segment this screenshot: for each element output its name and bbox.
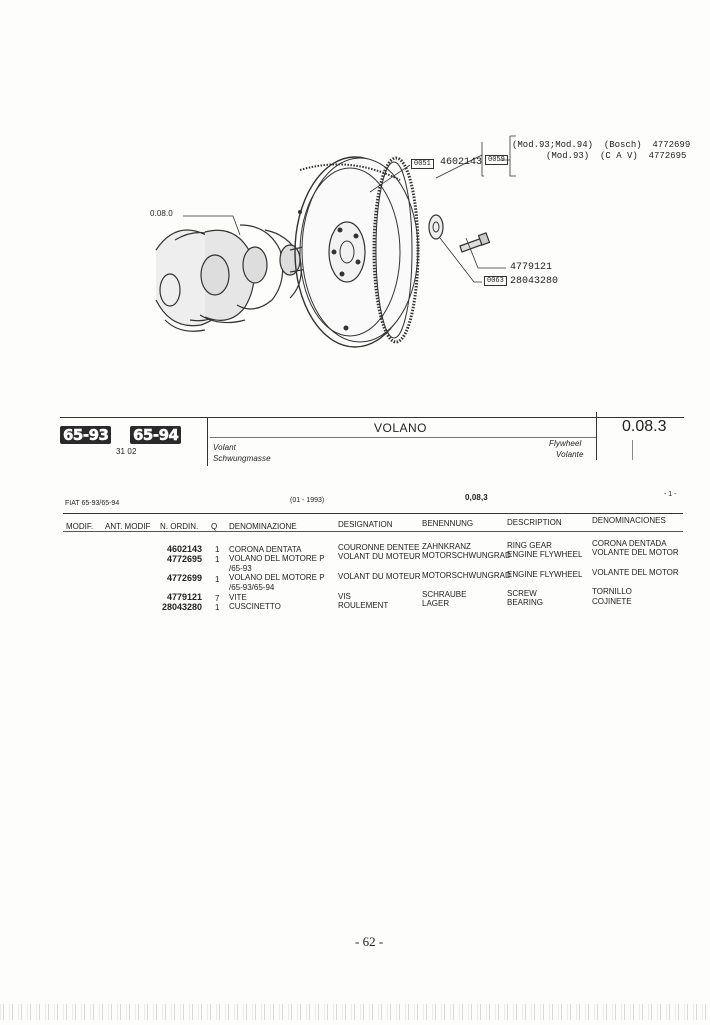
qty: 1 (215, 545, 220, 554)
bolt-drawing (460, 233, 489, 252)
desc-it-note: /65-93/65-94 (229, 583, 275, 592)
desc-es: VOLANTE DEL MOTOR (592, 548, 679, 557)
meta-section: 0,08,3 (465, 493, 488, 502)
desc-de: LAGER (422, 599, 450, 608)
subtitle-fr: Volant (213, 443, 236, 452)
desc-en: ENGINE FLYWHEEL (507, 570, 583, 579)
desc-it: VOLANO DEL MOTORE P (229, 554, 325, 563)
col-header-es: DENOMINACIONES (592, 516, 666, 525)
variant-line-2: (Mod.93) (C A V) 4772695 (546, 151, 687, 161)
col-header-it: DENOMINAZIONE (229, 522, 297, 531)
table-top-rule (63, 513, 683, 514)
desc-de: MOTORSCHWUNGRAD (422, 571, 511, 580)
title-bottom-rule (210, 437, 596, 438)
page-number: - 62 - (355, 934, 384, 949)
ref-box-0059: 0059 (485, 155, 508, 165)
desc-fr: VIS (338, 592, 351, 601)
subtitle-es: Volante (556, 450, 584, 459)
desc-es: TORNILLO (592, 587, 632, 596)
desc-fr: VOLANT DU MOTEUR (338, 572, 421, 581)
desc-it: CORONA DENTATA (229, 545, 302, 554)
desc-it: CUSCINETTO (229, 602, 281, 611)
model-badge-65-93: 65-93 (60, 426, 111, 444)
desc-en: SCREW (507, 589, 537, 598)
bearing-drawing (429, 215, 443, 239)
model-badge-65-94: 65-94 (130, 426, 181, 444)
desc-en: BEARING (507, 598, 544, 607)
col-header-modif: MODIF. (66, 522, 94, 531)
col-header-en: DESCRIPTION (507, 518, 562, 527)
title-right-divider (596, 412, 597, 460)
qty: 7 (215, 594, 220, 603)
date-code: 31 02 (116, 447, 137, 456)
desc-fr: VOLANT DU MOTEUR (338, 552, 421, 561)
part-number: 4772695 (166, 554, 202, 564)
section-code: 0.08.3 (622, 418, 667, 435)
subtitle-en: Flywheel (549, 439, 582, 448)
ref-section-label: 0.08.0 (150, 209, 173, 218)
part-callout-4779121: 4779121 (510, 262, 553, 273)
header-bottom-rule (63, 531, 683, 532)
date-range: (01 - 1993) (290, 497, 325, 504)
subtitle-de: Schwungmasse (213, 454, 271, 463)
part-number: 4779121 (166, 592, 202, 602)
exploded-diagram (0, 0, 710, 400)
variant-line-1: (Mod.93;Mod.94) (Bosch) 4772699 (512, 140, 691, 150)
part-number: 4772699 (166, 573, 202, 583)
qty: 1 (215, 555, 220, 564)
desc-es: COJINETE (592, 597, 632, 606)
section-title: VOLANO (374, 421, 428, 435)
ref-box-0063: 0063 (484, 276, 507, 286)
desc-es: VOLANTE DEL MOTOR (592, 568, 679, 577)
desc-it: VOLANO DEL MOTORE P (229, 573, 325, 582)
col-header-ant-modif: ANT. MODIF (105, 522, 151, 531)
title-code-divider (632, 440, 633, 460)
ref-box-0051: 0051 (411, 159, 434, 169)
desc-es: CORONA DENTADA (592, 539, 667, 548)
desc-de: ZAHNKRANZ (422, 542, 471, 551)
col-header-ord-number: N. ORDIN. (160, 522, 199, 531)
page-index: - 1 - (664, 491, 677, 498)
flywheel-drawing (295, 157, 418, 347)
scan-artifact-strip (0, 1004, 710, 1020)
part-callout-28043280: 28043280 (510, 276, 559, 287)
title-left-divider (207, 418, 208, 466)
part-number: 4602143 (166, 544, 202, 554)
model-badges (60, 426, 200, 446)
desc-de: MOTORSCHWUNGRAD (422, 551, 511, 560)
title-top-rule (60, 417, 684, 418)
qty: 1 (215, 575, 220, 584)
part-callout-4602143: 4602143 (440, 157, 483, 168)
model-name: FIAT 65-93/65-94 (65, 500, 120, 507)
col-header-qty: Q (211, 522, 218, 531)
qty: 1 (215, 603, 220, 612)
desc-de: SCHRAUBE (422, 590, 467, 599)
desc-it: VITE (229, 593, 247, 602)
desc-fr: ROULEMENT (338, 601, 389, 610)
part-number: 28043280 (161, 602, 202, 612)
desc-fr: COURONNE DENTEE (338, 543, 420, 552)
desc-en: RING GEAR (507, 541, 552, 550)
desc-it-note: /65-93 (229, 564, 252, 573)
col-header-fr: DESIGNATION (338, 520, 393, 529)
col-header-de: BENENNUNG (422, 519, 474, 528)
desc-en: ENGINE FLYWHEEL (507, 550, 583, 559)
